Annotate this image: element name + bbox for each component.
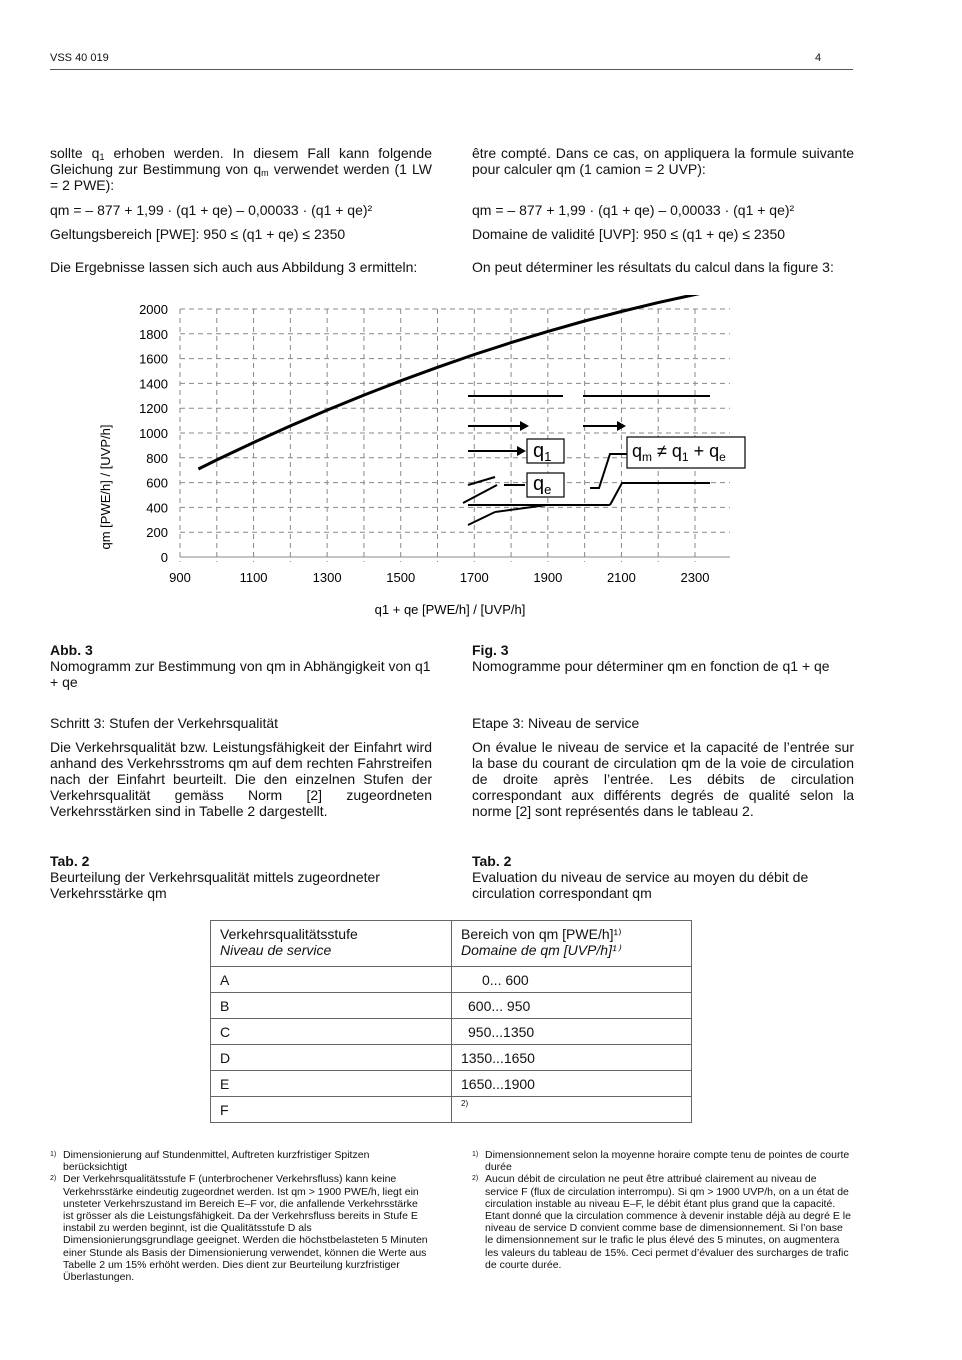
service-level-table — [210, 920, 692, 1123]
fr-step-text: On évalue le niveau de service et la capacité de l’entrée sur la base du courant de circulation qm de la voie de circulation de droite après l’entrée. Les débits de circulation correspondant aux différents degrés de qualité selon la norme [2] sont représentés dans le tableau 2. — [472, 739, 854, 819]
header-rule — [50, 69, 853, 70]
footnote: 2) Aucun débit de circulation ne peut être attribué clairement au niveau de service F (flux de circulation interrompu). Si qm > 1900 UVP/h, on a un état de circulation instable au niveau E–F, le débit étant plus grand que la capacité. Etant donné que la circulation commence à devenir instable déjà au degré E le niveau de service D convient comme base de dimensionnement. Si l’on base le dimensionnement sur le trafic le plus élevé des 5 minutes, on augmentera les valeurs du tableau de 15%. Ceci permet d’évaluer des surcharges de trafic de courte durée. — [472, 1173, 851, 1271]
fr-intro-paragraph: être compté. Dans ce cas, on appliquera la formule suivante pour calculer qm (1 camion = 2 UVP): — [472, 145, 854, 177]
relation-inset-label: $q_m \ne q_1 + q_e$ — [632, 441, 726, 464]
footnote: 1) Dimensionnement selon la moyenne horaire compte tenu de pointes de courte durée — [472, 1149, 850, 1174]
de-table-caption: Beurteilung der Verkehrsqualität mittels zugeordneter Verkehrsstärke qm — [50, 869, 380, 901]
de-step-title: Schritt 3: Stufen der Verkehrsqualität — [50, 715, 279, 731]
level-cell: C — [211, 1019, 452, 1045]
table-header-level: Verkehrsqualitätsstufe Niveau de service — [211, 921, 452, 967]
level-cell: E — [211, 1071, 452, 1097]
de-validity: Geltungsbereich [PWE]: 950 ≤ (q1 + qe) ≤ 2350 — [50, 226, 346, 242]
x-tick-label: 1700 — [459, 570, 489, 585]
y-tick-label: 600 — [146, 475, 168, 491]
fr-formula: qm = – 877 + 1,99 · (q1 + qe) – 0,00033 · (q1 + qe)² — [472, 202, 795, 218]
footnote: 1) Dimensionierung auf Stundenmittel, Auftreten kurzfristiger Spitzen berücksichtigt — [50, 1149, 370, 1174]
de-footnotes — [50, 1149, 430, 1283]
range-cell: 600... 950 — [452, 993, 692, 1019]
x-tick-label: 1100 — [239, 570, 268, 585]
table-row — [211, 1071, 692, 1097]
nomogram-chart — [90, 295, 790, 630]
de-figure-label: Abb. 3 — [50, 642, 93, 658]
y-axis-label: qm [PWE/h] / [UVP/h] — [98, 424, 113, 550]
de-step-text: Die Verkehrsqualität bzw. Leistungsfähigkeit der Einfahrt wird anhand des Verkehrsstroms qm auf dem rechten Fahrstreifen nach der Einfahrt beurteilt. Die den einzelnen Stufen der Verkehrsqualität gemäss Norm [2] zugeordneten Verkehrsstärken sind in Tabelle 2 dargestellt. — [50, 739, 432, 819]
range-cell: 950...1350 — [452, 1019, 692, 1045]
range-cell: 1650...1900 — [452, 1071, 692, 1097]
q1-inset-label: $q_1$ — [533, 440, 552, 464]
de-table-label: Tab. 2 — [50, 853, 90, 869]
x-tick-label: 1900 — [533, 570, 563, 585]
level-cell: A — [211, 967, 452, 993]
range-cell: 0... 600 — [452, 967, 692, 993]
table-row — [211, 967, 692, 993]
fr-figure-caption: Nomogramme pour déterminer qm en fonction de q1 + qe — [472, 658, 830, 674]
fr-table-caption: Evaluation du niveau de service au moyen du débit de circulation correspondant qm — [472, 869, 809, 901]
table-row — [211, 1045, 692, 1071]
fr-validity: Domaine de validité [UVP]: 950 ≤ (q1 + qe) ≤ 2350 — [472, 226, 786, 242]
table-header-range: Bereich von qm [PWE/h]¹⁾ Domaine de qm [UVP/h]¹⁾ — [452, 921, 692, 967]
fr-figure-label: Fig. 3 — [472, 642, 509, 658]
y-tick-label: 2000 — [139, 302, 168, 317]
y-tick-label: 1000 — [139, 426, 168, 441]
footnote: 2) Der Verkehrsqualitätsstufe F (unterbrochener Verkehrsfluss) kann keine Verkehrsstärke eindeutig zugeordnet werden. Ist qm > 1900 PWE/h, liegt ein unsteter Verkehrszustand im Bereich E–F vor, die anfallende Verkehrsstärke ist grösser als die Leistungsfähigkeit. Da der Verkehrsfluss bereits in Stufe E instabil zu werden beginnt, ist die Qualitätsstufe D als Dimensionierungsgrundlage geeignet. Werden die höchstbelasteten 5 Minuten einer Stunde als Basis der Dimensionierung verwendet, können die Werte aus Tabelle 2 um 15% erhöht werden. Dies dient zur Beurteilung kurzfristiger Überlastungen. — [50, 1173, 428, 1284]
fr-table-label: Tab. 2 — [472, 853, 512, 869]
fr-step-title: Etape 3: Niveau de service — [472, 715, 640, 731]
table-header-row — [211, 921, 692, 967]
de-figure-caption: Nomogramm zur Bestimmung von qm in Abhängigkeit von q1 + qe — [50, 658, 431, 690]
table-row — [211, 1097, 692, 1123]
document-id: VSS 40 019 — [50, 52, 109, 64]
de-intro-paragraph: sollte $q_1$ erhoben werden. In diesem Fall kann folgende Gleichung zur Bestimmung von $q_m$ verwendet werden (1 LW = 2 PWE): — [50, 145, 433, 193]
table-row — [211, 1019, 692, 1045]
x-tick-label: 2300 — [680, 570, 710, 585]
y-tick-label: 1800 — [139, 326, 168, 342]
level-cell: B — [211, 993, 452, 1019]
fr-footnotes — [472, 1149, 852, 1271]
y-tick-label: 1200 — [139, 401, 168, 417]
y-tick-label: 800 — [146, 450, 168, 466]
qe-inset-label: $q_e$ — [533, 473, 552, 497]
y-tick-label: 1600 — [139, 351, 168, 367]
de-results-text: Die Ergebnisse lassen sich auch aus Abbildung 3 ermitteln: — [50, 259, 418, 275]
x-tick-label: 2100 — [606, 570, 636, 585]
x-axis-label: q1 + qe [PWE/h] / [UVP/h] — [374, 602, 526, 617]
x-tick-label: 1500 — [386, 570, 416, 585]
page-number: 4 — [815, 52, 822, 64]
x-tick-label: 900 — [169, 570, 191, 585]
table-row — [211, 993, 692, 1019]
range-cell: 1350...1650 — [452, 1045, 692, 1071]
level-cell: D — [211, 1045, 452, 1071]
level-cell: F — [211, 1097, 452, 1123]
y-tick-label: 1400 — [139, 376, 168, 392]
range-cell: 2) — [452, 1097, 692, 1123]
de-formula: qm = – 877 + 1,99 · (q1 + qe) – 0,00033 · (q1 + qe)² — [50, 202, 373, 218]
y-tick-label: 400 — [146, 500, 168, 516]
x-tick-label: 1300 — [312, 570, 342, 585]
y-tick-label: 200 — [146, 525, 168, 541]
fr-results-text: On peut déterminer les résultats du calcul dans la figure 3: — [472, 259, 834, 275]
y-tick-label: 0 — [160, 550, 168, 565]
